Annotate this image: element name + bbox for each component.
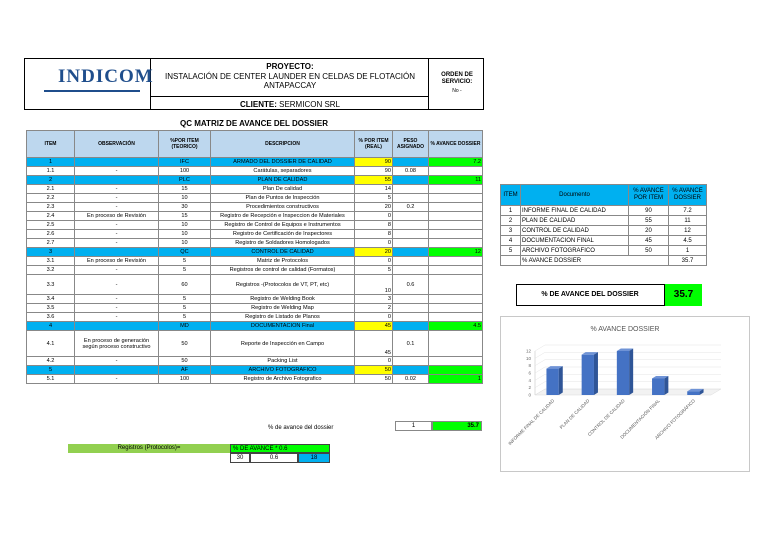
- chart-y-tick-label: 10: [525, 355, 531, 361]
- registros-label: Registros (Protocolos)=: [68, 444, 230, 453]
- cell-pct-real: 14: [355, 185, 393, 194]
- summary-table: [500, 184, 707, 266]
- summary-cell-item: 2: [501, 216, 521, 226]
- registros-cell-1: 30: [230, 453, 250, 463]
- cell-peso: [393, 257, 429, 266]
- chart-bar-side: [629, 349, 633, 396]
- cell-peso: [393, 295, 429, 304]
- cell-pct-teorico: 5: [159, 266, 211, 275]
- cell-avance: [429, 313, 483, 322]
- cell-pct-real: 8: [355, 221, 393, 230]
- cell-pct-real: 2: [355, 304, 393, 313]
- logo-underline: [44, 90, 140, 92]
- section-row: [27, 248, 483, 257]
- client-value: SERMICON SRL: [279, 100, 341, 109]
- summary-cell-item: 5: [501, 246, 521, 256]
- cell-pct-real: 20: [355, 248, 393, 257]
- registros-cell-2: 0.6: [250, 453, 298, 463]
- cell-pct-real: 8: [355, 230, 393, 239]
- summary-total-row: [501, 256, 707, 266]
- orden-servicio-label: [430, 72, 484, 86]
- summary-header-row: [501, 185, 707, 206]
- cell-descripcion: Registro de Recepción e Inspeccion de Materiales: [211, 212, 355, 221]
- cell-peso: [393, 357, 429, 366]
- cell-descripcion: Plan de Puntos de Inspección: [211, 194, 355, 203]
- cell-item: 3.5: [27, 304, 75, 313]
- chart-category-label: PLAN DE CALIDAD: [558, 398, 591, 431]
- cell-descripcion: Registro de Welding Map: [211, 304, 355, 313]
- summary-header-item: ITEM: [501, 185, 521, 206]
- project-name: [160, 72, 420, 90]
- cell-pct-real: 0: [355, 212, 393, 221]
- cell-pct-teorico: 10: [159, 194, 211, 203]
- table-row: [27, 266, 483, 275]
- cell-pct-teorico: IFC: [159, 158, 211, 167]
- cell-item: 3.2: [27, 266, 75, 275]
- cell-descripcion: Registro de Control de Equipos e Instrumentos: [211, 221, 355, 230]
- cell-peso: 0.08: [393, 167, 429, 176]
- cell-peso: 0.2: [393, 203, 429, 212]
- header-item: ITEM: [27, 131, 75, 158]
- cell-observacion: [75, 248, 159, 257]
- cell-avance: [429, 357, 483, 366]
- cell-avance: [429, 275, 483, 295]
- chart-y-tick-label: 4: [528, 377, 531, 383]
- cell-peso: 0.6: [393, 275, 429, 295]
- summary-row: [501, 246, 707, 256]
- cell-pct-teorico: 5: [159, 295, 211, 304]
- cell-avance: [429, 304, 483, 313]
- header-descripcion: DESCRIPCION: [211, 131, 355, 158]
- project-name-line-1: INSTALACIÓN DE CENTER LAUNDER EN CELDAS DE FLOTACIÓN: [165, 72, 415, 81]
- cell-pct-teorico: 5: [159, 257, 211, 266]
- cell-avance: [429, 295, 483, 304]
- cell-pct-real: 10: [355, 275, 393, 295]
- cell-peso: [393, 176, 429, 185]
- orden-servicio-value: No -: [452, 88, 462, 94]
- cell-peso: [393, 366, 429, 375]
- cell-pct-real: 0: [355, 239, 393, 248]
- cell-descripcion: Registro de Certificación de Inspectores: [211, 230, 355, 239]
- summary-header-doc: Documento: [521, 185, 629, 206]
- header-observacion: OBSERVACIÓN: [75, 131, 159, 158]
- cell-peso: [393, 313, 429, 322]
- cell-avance: [429, 221, 483, 230]
- cell-descripcion: Procedimientos constructivos: [211, 203, 355, 212]
- cell-avance: 4.5: [429, 322, 483, 331]
- cell-item: 3: [27, 248, 75, 257]
- cell-peso: 0.1: [393, 331, 429, 357]
- summary-cell-doc: INFORME FINAL DE CALIDAD: [521, 206, 629, 216]
- cell-observacion: -: [75, 266, 159, 275]
- cell-pct-teorico: QC: [159, 248, 211, 257]
- table-row: [27, 230, 483, 239]
- registros-cell-3: 18: [298, 453, 330, 463]
- section-row: [27, 158, 483, 167]
- summary-cell-item: 3: [501, 226, 521, 236]
- cell-observacion: En proceso de generación según proceso constructivo: [75, 331, 159, 357]
- cell-observacion: En proceso de Revisión: [75, 212, 159, 221]
- orden-label-line-2: SERVICIO:: [441, 79, 473, 85]
- summary-cell-pct: 90: [629, 206, 669, 216]
- cell-avance: 11: [429, 176, 483, 185]
- chart-bar: [687, 391, 699, 395]
- summary-cell-doc: PLAN DE CALIDAD: [521, 216, 629, 226]
- summary-row: [501, 216, 707, 226]
- chart-y-tick-label: 12: [525, 348, 531, 354]
- summary-cell-item: 4: [501, 236, 521, 246]
- header-divider-right: [428, 58, 429, 110]
- chart-gridline: [535, 367, 545, 373]
- cell-peso: 0.02: [393, 375, 429, 384]
- client-label: CLIENTE:: [239, 100, 277, 109]
- table-row: [27, 212, 483, 221]
- cell-item: 3.4: [27, 295, 75, 304]
- section-row: [27, 366, 483, 375]
- cell-descripcion: Registro de Soldadores Homologados: [211, 239, 355, 248]
- avance-chart-svg: [501, 317, 749, 471]
- cell-peso: [393, 266, 429, 275]
- cell-observacion: [75, 158, 159, 167]
- cell-item: 2.7: [27, 239, 75, 248]
- cell-peso: [393, 230, 429, 239]
- summary-total-label: % AVANCE DOSSIER: [521, 256, 669, 266]
- cell-pct-real: 3: [355, 295, 393, 304]
- chart-category-label: CONTROL DE CALIDAD: [586, 398, 626, 438]
- summary-cell-dossier: 11: [669, 216, 707, 226]
- table-row: [27, 295, 483, 304]
- avance-peso-total: 1: [395, 421, 432, 431]
- cell-pct-real: 55: [355, 176, 393, 185]
- cell-observacion: En proceso de Revisión: [75, 257, 159, 266]
- cell-item: 2.2: [27, 194, 75, 203]
- cell-peso: [393, 158, 429, 167]
- cell-item: 4: [27, 322, 75, 331]
- cell-avance: [429, 185, 483, 194]
- header-divider-client: [150, 96, 428, 97]
- table-row: [27, 313, 483, 322]
- section-row: [27, 322, 483, 331]
- cell-avance: [429, 266, 483, 275]
- cell-avance: [429, 239, 483, 248]
- cell-pct-teorico: 30: [159, 203, 211, 212]
- cell-avance: [429, 212, 483, 221]
- cell-item: 2.3: [27, 203, 75, 212]
- chart-gridline: [535, 345, 545, 351]
- table-row: [27, 185, 483, 194]
- cell-item: 3.3: [27, 275, 75, 295]
- chart-bar: [582, 355, 594, 395]
- summary-row: [501, 236, 707, 246]
- cell-pct-real: 50: [355, 375, 393, 384]
- header-pct-teorico: %POR ITEM (TEORICO): [159, 131, 211, 158]
- cell-observacion: -: [75, 167, 159, 176]
- cell-descripcion: Packing List: [211, 357, 355, 366]
- table-row: [27, 257, 483, 266]
- table-row: [27, 221, 483, 230]
- avance-dossier-label: % de avance del dossier: [268, 425, 334, 431]
- chart-gridline: [535, 382, 545, 388]
- cell-pct-real: 90: [355, 167, 393, 176]
- cell-item: 3.1: [27, 257, 75, 266]
- summary-cell-doc: CONTROL DE CALIDAD: [521, 226, 629, 236]
- cell-descripcion: Registro de Welding Book: [211, 295, 355, 304]
- table-row: [27, 167, 483, 176]
- chart-y-tick-label: 0: [528, 392, 531, 398]
- pct-dossier-label: % DE AVANCE DEL DOSSIER: [541, 291, 639, 298]
- cell-item: 2.4: [27, 212, 75, 221]
- cell-item: 4.1: [27, 331, 75, 357]
- cell-pct-real: 0: [355, 257, 393, 266]
- cell-pct-real: 50: [355, 366, 393, 375]
- cell-pct-teorico: 50: [159, 331, 211, 357]
- cell-descripcion: Registro de Listado de Planos: [211, 313, 355, 322]
- chart-bar: [617, 351, 629, 395]
- chart-title: % AVANCE DOSSIER: [590, 326, 660, 333]
- cell-observacion: -: [75, 357, 159, 366]
- cell-avance: [429, 167, 483, 176]
- cell-observacion: -: [75, 194, 159, 203]
- cell-avance: 1: [429, 375, 483, 384]
- avance-dossier-total: 35.7: [432, 421, 482, 431]
- company-logo: INDICOM: [58, 66, 154, 87]
- cell-pct-teorico: 15: [159, 212, 211, 221]
- cell-peso: [393, 304, 429, 313]
- cell-item: 1.1: [27, 167, 75, 176]
- cell-item: 3.6: [27, 313, 75, 322]
- cell-observacion: -: [75, 295, 159, 304]
- matrix-header-row: [27, 131, 483, 158]
- cell-observacion: -: [75, 185, 159, 194]
- table-row: [27, 275, 483, 295]
- cell-pct-teorico: 10: [159, 239, 211, 248]
- cell-observacion: -: [75, 221, 159, 230]
- summary-total-empty: [501, 256, 521, 266]
- summary-cell-pct: 45: [629, 236, 669, 246]
- chart-gridline: [535, 360, 545, 366]
- cell-item: 4.2: [27, 357, 75, 366]
- cell-pct-teorico: 50: [159, 357, 211, 366]
- chart-bar: [546, 369, 558, 395]
- cell-pct-real: 90: [355, 158, 393, 167]
- cell-pct-real: 20: [355, 203, 393, 212]
- cell-pct-real: 45: [355, 322, 393, 331]
- cell-peso: [393, 221, 429, 230]
- summary-cell-doc: DOCUMENTACION FINAL: [521, 236, 629, 246]
- cell-pct-teorico: 5: [159, 304, 211, 313]
- summary-cell-dossier: 1: [669, 246, 707, 256]
- chart-bar: [652, 379, 664, 396]
- chart-gridline: [535, 374, 545, 380]
- cell-descripcion: Registros -(Protocolos de VT, PT, etc): [211, 275, 355, 295]
- cell-pct-real: 0: [355, 357, 393, 366]
- cell-descripcion: Reporte de Inspección en Campo: [211, 331, 355, 357]
- cell-pct-teorico: 100: [159, 375, 211, 384]
- cell-pct-real: 5: [355, 194, 393, 203]
- chart-y-tick-label: 8: [528, 363, 531, 369]
- cell-item: 1: [27, 158, 75, 167]
- header-avance: % AVANCE DOSSIER: [429, 131, 483, 158]
- table-row: [27, 304, 483, 313]
- table-row: [27, 357, 483, 366]
- cell-observacion: -: [75, 375, 159, 384]
- chart-category-label: DOCUMENTACIÓN FINAL: [619, 398, 661, 440]
- summary-total-value: 35.7: [669, 256, 707, 266]
- cell-peso: [393, 322, 429, 331]
- cell-avance: 12: [429, 248, 483, 257]
- cell-descripcion: Registros de control de calidad (Formatos): [211, 266, 355, 275]
- summary-header-pct-item: % AVANCE POR ITEM: [629, 185, 669, 206]
- table-row: [27, 194, 483, 203]
- pct-dossier-value: 35.7: [664, 284, 702, 306]
- cell-avance: [429, 203, 483, 212]
- cell-observacion: -: [75, 230, 159, 239]
- summary-header-pct-dossier: % AVANCE DOSSIER: [669, 185, 707, 206]
- cell-descripcion: ARMADO DEL DOSSIER DE CALIDAD: [211, 158, 355, 167]
- table-row: [27, 331, 483, 357]
- cell-observacion: -: [75, 275, 159, 295]
- cell-pct-teorico: 10: [159, 221, 211, 230]
- cell-pct-teorico: MD: [159, 322, 211, 331]
- cell-item: 2: [27, 176, 75, 185]
- cell-item: 5.1: [27, 375, 75, 384]
- summary-cell-pct: 20: [629, 226, 669, 236]
- chart-category-label: INFORME FINAL DE CALIDAD: [507, 398, 556, 447]
- cell-pct-teorico: 10: [159, 230, 211, 239]
- cell-pct-teorico: PLC: [159, 176, 211, 185]
- cell-pct-teorico: 60: [159, 275, 211, 295]
- cell-pct-teorico: 100: [159, 167, 211, 176]
- summary-cell-dossier: 12: [669, 226, 707, 236]
- summary-cell-dossier: 7.2: [669, 206, 707, 216]
- chart-bar-side: [559, 366, 563, 395]
- table-row: [27, 375, 483, 384]
- cell-observacion: [75, 322, 159, 331]
- cell-observacion: -: [75, 203, 159, 212]
- cell-avance: [429, 257, 483, 266]
- cell-avance: [429, 366, 483, 375]
- cell-descripcion: Plan De calidad: [211, 185, 355, 194]
- cell-item: 2.1: [27, 185, 75, 194]
- chart-gridline: [535, 352, 545, 358]
- section-row: [27, 176, 483, 185]
- cell-item: 2.5: [27, 221, 75, 230]
- matrix-title: QC MATRIZ DE AVANCE DEL DOSSIER: [179, 119, 328, 128]
- cell-item: 2.6: [27, 230, 75, 239]
- cell-pct-teorico: 5: [159, 313, 211, 322]
- cell-item: 5: [27, 366, 75, 375]
- summary-cell-item: 1: [501, 206, 521, 216]
- registros-header: % DE AVANCE * 0.6: [230, 444, 330, 453]
- project-label: PROYECTO:: [266, 62, 314, 71]
- cell-descripcion: ARCHIVO FOTOGRAFICO: [211, 366, 355, 375]
- cell-peso: [393, 185, 429, 194]
- cell-observacion: -: [75, 239, 159, 248]
- summary-cell-pct: 55: [629, 216, 669, 226]
- chart-bar-side: [594, 352, 598, 395]
- cell-avance: [429, 230, 483, 239]
- chart-bar-side: [664, 376, 668, 395]
- cell-descripcion: Registro de Archivo Fotografico: [211, 375, 355, 384]
- cell-observacion: -: [75, 304, 159, 313]
- cell-pct-real: 5: [355, 266, 393, 275]
- cell-peso: [393, 194, 429, 203]
- cell-observacion: [75, 366, 159, 375]
- cell-descripcion: PLAN DE CALIDAD: [211, 176, 355, 185]
- cell-avance: [429, 331, 483, 357]
- orden-label-line-1: ORDEN DE: [441, 72, 473, 78]
- cell-avance: 7.2: [429, 158, 483, 167]
- summary-cell-dossier: 4.5: [669, 236, 707, 246]
- avance-chart: [500, 316, 750, 472]
- cell-avance: [429, 194, 483, 203]
- table-row: [27, 239, 483, 248]
- cell-pct-real: 0: [355, 313, 393, 322]
- summary-cell-pct: 50: [629, 246, 669, 256]
- client-line: [160, 100, 420, 109]
- header-peso: PESO ASIGNADO: [393, 131, 429, 158]
- cell-descripcion: Matriz de Protocolos: [211, 257, 355, 266]
- cell-peso: [393, 239, 429, 248]
- dossier-matrix-table: [26, 130, 483, 384]
- chart-category-label: ARCHIVO FOTOGRÁFICO: [653, 398, 697, 441]
- cell-pct-teorico: AF: [159, 366, 211, 375]
- summary-cell-doc: ARCHIVO FOTOGRAFICO: [521, 246, 629, 256]
- summary-row: [501, 226, 707, 236]
- cell-pct-teorico: 15: [159, 185, 211, 194]
- chart-y-tick-label: 2: [528, 385, 531, 391]
- summary-row: [501, 206, 707, 216]
- header-pct-real: % POR ITEM (REAL): [355, 131, 393, 158]
- cell-descripcion: DOCUMENTACION Final: [211, 322, 355, 331]
- cell-peso: [393, 212, 429, 221]
- cell-pct-real: 45: [355, 331, 393, 357]
- cell-descripcion: Carátulas, separadores: [211, 167, 355, 176]
- cell-observacion: -: [75, 313, 159, 322]
- table-row: [27, 203, 483, 212]
- cell-peso: [393, 248, 429, 257]
- cell-descripcion: CONTROL DE CALIDAD: [211, 248, 355, 257]
- chart-y-tick-label: 6: [528, 370, 531, 376]
- cell-observacion: [75, 176, 159, 185]
- project-name-line-2: ANTAPACCAY: [263, 81, 317, 90]
